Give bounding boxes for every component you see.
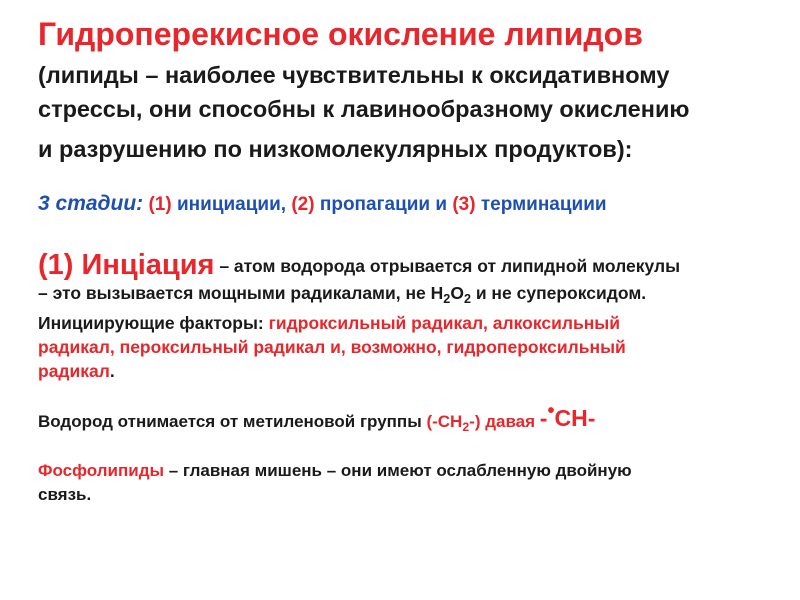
initiation-heading: (1) Инцiация [38, 249, 215, 281]
ch-radical-dash: - [539, 405, 548, 431]
stages-lead: 3 стадии: [38, 192, 144, 215]
intro-line-2: стрессы, они способны к лавинообразному окислению [38, 96, 690, 122]
factors-label: Инициирующие факторы: [38, 313, 264, 334]
stage-1-label: инициации, [171, 194, 292, 215]
hydrogen-line [38, 400, 596, 434]
radical-dot: • [547, 400, 555, 422]
intro-line-1: (липиды – наиболее чувствительны к оксидативному [38, 62, 670, 88]
stage-3-label: терминациии [475, 194, 607, 215]
initiation-line-1-text: – атом водорода отрывается от липидной молекулы [214, 256, 681, 276]
h2o2-subscript-h: 2 [443, 292, 451, 307]
slide-title: Гидроперекисное окисление липидов [38, 16, 643, 52]
phospholipids-line-1-text: – главная мишень – они имеют ослабленную двойную [164, 461, 632, 480]
phospholipids-line-2: связь. [38, 485, 92, 504]
stages-line [38, 192, 607, 216]
h2o2-oxygen: O [450, 283, 464, 303]
phospholipids-paragraph [38, 459, 632, 507]
intro-line-3: и разрушению по низкомолекулярных продуктов): [38, 136, 633, 162]
methylene-subscript: 2 [462, 419, 470, 434]
ch-radical [539, 400, 596, 431]
phospholipids-term: Фосфолипиды [38, 461, 165, 480]
factors-line-2: радикал, пероксильный радикал и, возможно, гидропероксильный [38, 337, 626, 358]
initiation-line-1 [38, 250, 778, 281]
stage-2-number: (2) [291, 194, 315, 215]
initiation-section [38, 250, 778, 383]
initiation-line-2 [38, 281, 778, 311]
stage-3-number: (3) [452, 194, 476, 215]
methylene-group [426, 412, 540, 434]
initiation-line-2-text: – это вызывается мощными радикалами, не H [38, 283, 444, 303]
factors-line-1 [38, 311, 778, 335]
hydrogen-text: Водород отнимается от метиленовой группы [38, 412, 427, 431]
methylene-group-b: -) давая [469, 412, 540, 431]
factors-list-1: гидроксильный радикал, алкоксильный [263, 313, 621, 334]
methylene-group-a: (-CH [426, 412, 463, 431]
stage-2-label: пропагации и [314, 194, 453, 215]
factors-line-3 [38, 359, 778, 383]
initiation-line-2-end: и не супероксидом. [470, 283, 647, 303]
intro-paragraph [38, 58, 788, 166]
ch-radical-text: CH- [554, 405, 596, 431]
factors-list-3: радикал [38, 361, 110, 382]
factors-end: . [109, 361, 115, 382]
phospholipids-line-1 [38, 459, 632, 483]
stage-1-number: (1) [148, 194, 172, 215]
h2o2-subscript-o: 2 [463, 292, 471, 307]
